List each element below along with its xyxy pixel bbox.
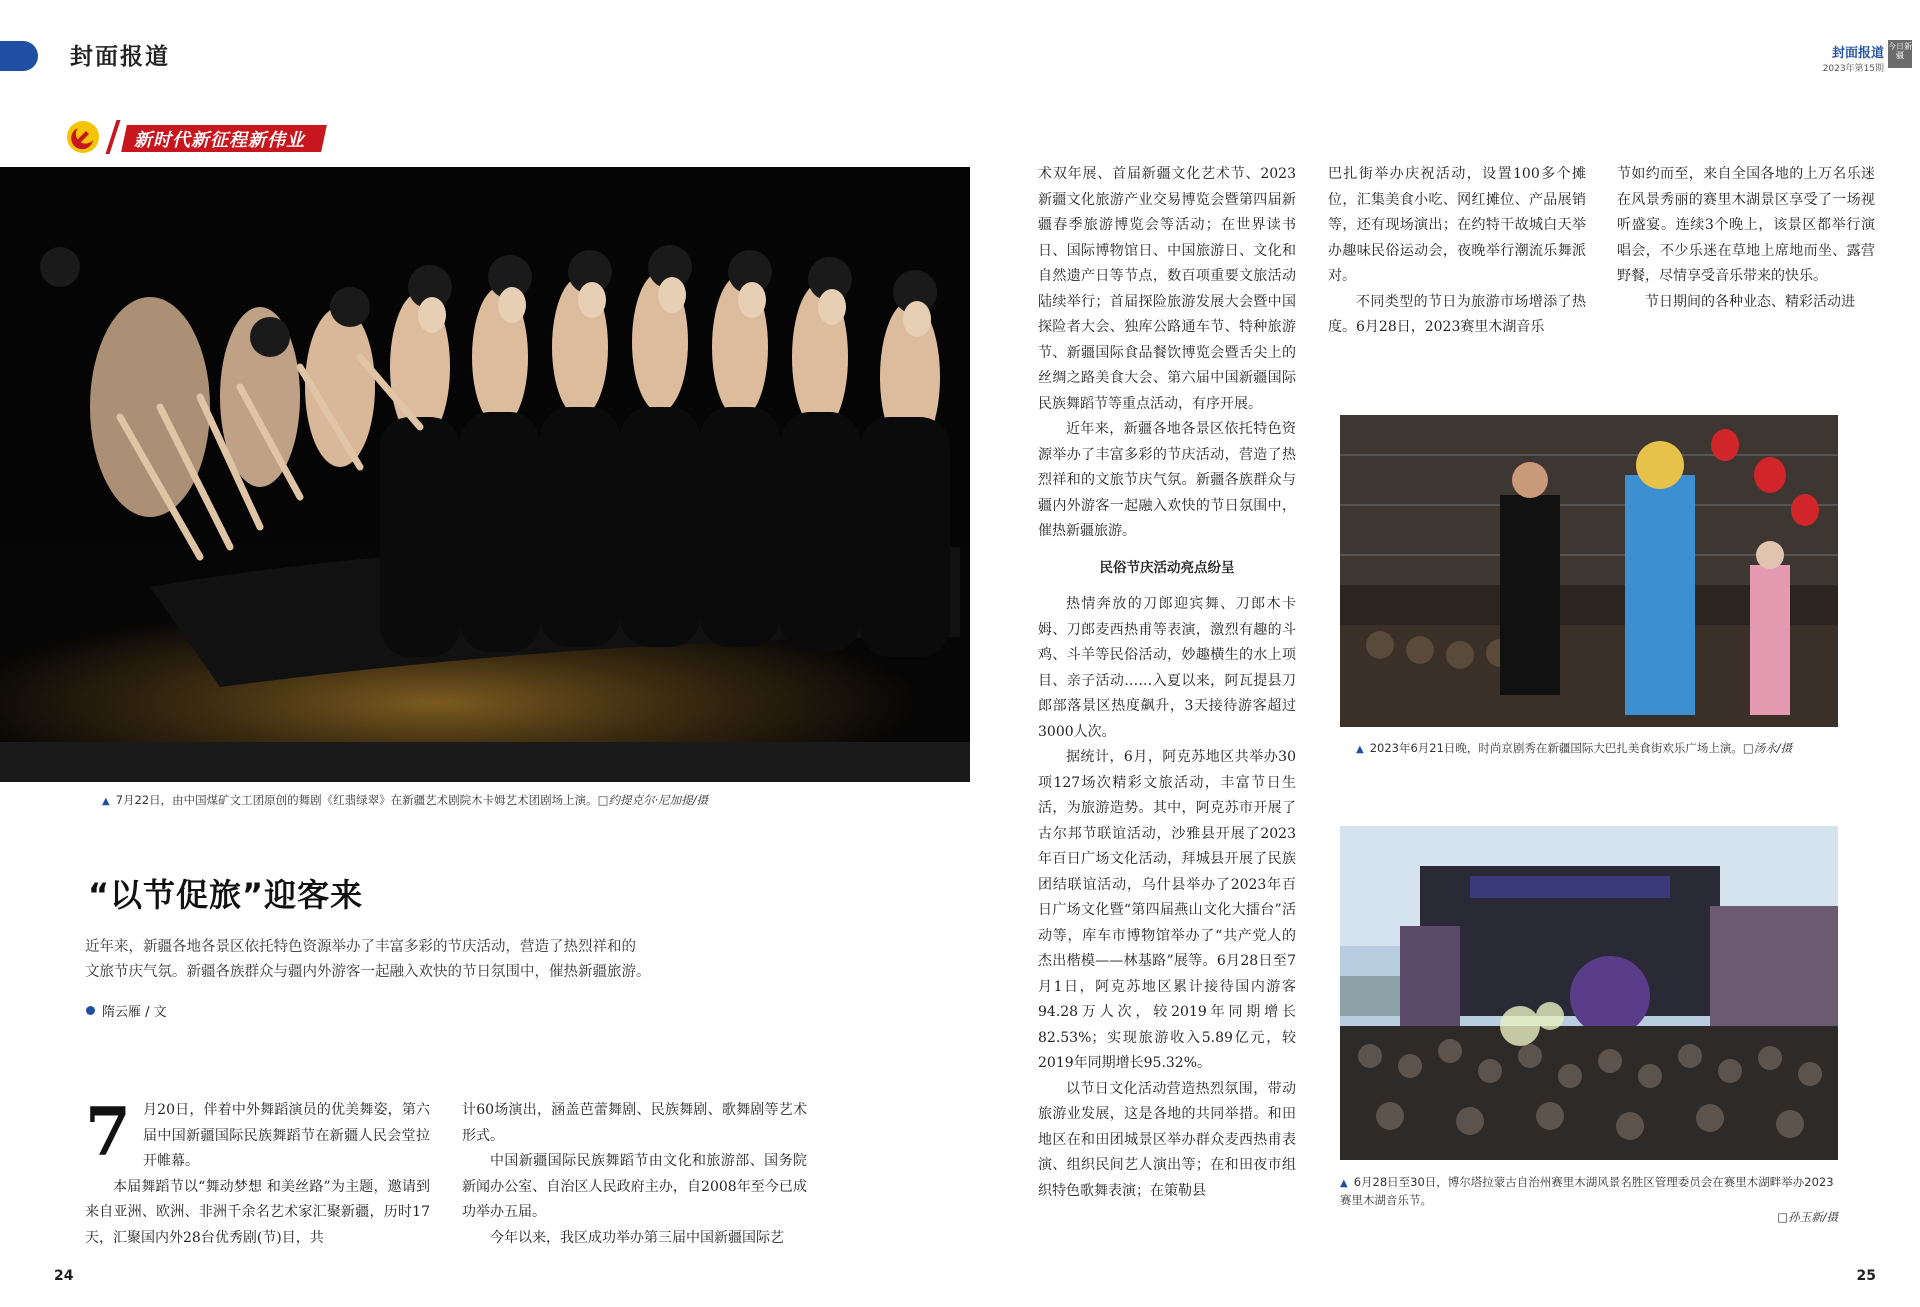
main-caption-text: 7月22日，由中国煤矿文工团原创的舞剧《红翡绿翠》在新疆艺术剧院木卡姆艺术团剧场上演。 bbox=[115, 793, 598, 807]
banner-divider bbox=[105, 120, 120, 154]
music-festival-photo bbox=[1340, 826, 1838, 1160]
lede-line-2: 文旅节庆气氛。新疆各族群众与疆内外游客一起融入欢快的节日氛围中，催热新疆旅游。 bbox=[85, 964, 651, 980]
paragraph: 节日期间的各种业态、精彩活动进 bbox=[1645, 293, 1855, 310]
festival-caption-credit: □孙玉新/摄 bbox=[1777, 1210, 1838, 1224]
section-title: 封面报道 bbox=[70, 43, 170, 70]
magazine-badge: 今日新疆 bbox=[1888, 40, 1912, 68]
paragraph: 巴扎街举办庆祝活动，设置100多个摊位，汇集美食小吃、网红摊位、产品展销等，还有现场演出；在约特干故城白天举办趣味民俗运动会，夜晚举行潮流乐舞派对。 bbox=[1328, 166, 1586, 284]
page-number-left: 24 bbox=[54, 1268, 74, 1284]
paragraph: 近年来，新疆各地各景区依托特色资源举办了丰富多彩的节庆活动，营造了热烈祥和的文旅节庆气氛。新疆各族群众与疆内外游客一起融入欢快的节日氛围中，催热新疆旅游。 bbox=[1038, 421, 1296, 539]
opera-show-photo bbox=[1340, 415, 1838, 727]
paragraph: 本届舞蹈节以“舞动梦想 和美丝路”为主题，邀请到来自亚洲、欧洲、非洲千余名艺术家汇聚新疆，历时17天，汇聚国内外28台优秀剧(节)目，共 bbox=[85, 1178, 430, 1246]
section-tab bbox=[0, 41, 38, 71]
paragraph: 术双年展、首届新疆文化艺术节、2023新疆文化旅游产业交易博览会暨第四届新疆春季旅游博览会等活动；在世界读书日、国际博物馆日、中国旅游日、文化和自然遗产日等节点，数百项重要文旅活动陆续举行；首届探险旅游发展大会暨中国探险者大会、独库公路通车节、特种旅游节、新疆国际食品餐饮博览会暨舌尖上的丝绸之路美食大会、第六届中国新疆国际民族舞蹈节等重点活动，有序开展。 bbox=[1038, 166, 1296, 412]
festival-photo-caption bbox=[1340, 1174, 1838, 1226]
festival-caption-text: 6月28日至30日，博尔塔拉蒙古自治州赛里木湖风景名胜区管理委员会在赛里木湖畔举办2023赛里木湖音乐节。 bbox=[1340, 1175, 1834, 1207]
author-bullet-icon bbox=[86, 1006, 95, 1015]
dance-performance-photo bbox=[0, 167, 970, 782]
article-lede bbox=[85, 935, 725, 985]
body-column-2 bbox=[462, 1098, 807, 1251]
lede-line-1: 近年来，新疆各地各景区依托特色资源举办了丰富多彩的节庆活动，营造了热烈祥和的 bbox=[85, 939, 636, 955]
running-header-title: 封面报道 bbox=[1831, 46, 1884, 61]
paragraph: 中国新疆国际民族舞蹈节由文化和旅游部、国务院新闻办公室、自治区人民政府主办，自2008年至今已成功举办五届。 bbox=[462, 1153, 807, 1220]
drop-cap: 7 bbox=[85, 1093, 131, 1171]
running-header bbox=[1823, 42, 1884, 74]
page-number-right: 25 bbox=[1856, 1268, 1876, 1284]
paragraph: 节如约而至，来自全国各地的上万名乐迷在风景秀丽的赛里木湖景区享受了一场视听盛宴。连续3个晚上，该景区都举行演唱会，不少乐迷在草地上席地而坐、露营野餐，尽情享受音乐带来的快乐。 bbox=[1617, 166, 1875, 284]
section-subhead: 民俗节庆活动亮点纷呈 bbox=[1099, 559, 1235, 576]
paragraph: 月20日，伴着中外舞蹈演员的优美舞姿，第六届中国新疆国际民族舞蹈节在新疆人民会堂拉开帷幕。 bbox=[143, 1102, 430, 1169]
body-column-3 bbox=[1038, 162, 1296, 1204]
caption-triangle-icon: ▲ bbox=[1356, 744, 1364, 755]
banner-text: 新时代新征程新伟业 bbox=[134, 130, 305, 151]
caption-triangle-icon: ▲ bbox=[1340, 1178, 1348, 1189]
opera-photo-caption bbox=[1356, 740, 1792, 756]
paragraph: 今年以来，我区成功举办第三届中国新疆国际艺 bbox=[490, 1229, 784, 1246]
party-emblem-icon bbox=[66, 120, 100, 154]
body-column-5 bbox=[1617, 162, 1875, 315]
paragraph: 计60场演出，涵盖芭蕾舞剧、民族舞剧、歌舞剧等艺术形式。 bbox=[462, 1102, 807, 1144]
article-author: 隋云雁 / 文 bbox=[102, 1005, 167, 1020]
paragraph: 据统计，6月，阿克苏地区共举办30项127场次精彩文旅活动，丰富节日生活，为旅游造势。其中，阿克苏市开展了古尔邦节联谊活动，沙雅县开展了2023年百日广场文化活动，拜城县开展了民族团结联谊活动，乌什县举办了2023年百日广场文化暨“第四届燕山文化大擂台”活动等，库车市博物馆举办了“共产党人的杰出楷模——林基路”展等。6月28日至7月1日，阿克苏地区累计接待国内游客94.28万人次，较2019年同期增长82.53%；实现旅游收入5.89亿元，较2019年同期增长95.32%。 bbox=[1038, 749, 1296, 1071]
paragraph: 以节日文化活动营造热烈氛围，带动旅游业发展，这是各地的共同举措。和田地区在和田团城景区举办群众麦西热甫表演、组织民间艺人演出等；在和田夜市组织特色歌舞表演；在策勒县 bbox=[1038, 1080, 1296, 1199]
main-caption-credit: □约提克尔·尼加提/摄 bbox=[597, 793, 709, 807]
running-header-issue: 2023年第15期 bbox=[1822, 64, 1884, 74]
opera-caption-text: 2023年6月21日晚，时尚京剧秀在新疆国际大巴扎美食街欢乐广场上演。 bbox=[1369, 741, 1743, 755]
main-photo-caption bbox=[102, 792, 708, 808]
caption-triangle-icon: ▲ bbox=[102, 796, 110, 807]
body-column-4 bbox=[1328, 162, 1586, 341]
opera-caption-credit: □汤永/摄 bbox=[1742, 741, 1793, 755]
article-title: “以节促旅”迎客来 bbox=[88, 876, 364, 914]
body-column-1 bbox=[85, 1093, 430, 1251]
paragraph: 不同类型的节日为旅游市场增添了热度。6月28日，2023赛里木湖音乐 bbox=[1328, 293, 1586, 335]
paragraph: 热情奔放的刀郎迎宾舞、刀郎木卡姆、刀郎麦西热甫等表演，激烈有趣的斗鸡、斗羊等民俗活动，妙趣横生的水上项目、亲子活动……入夏以来，阿瓦提县刀郎部落景区热度飙升，3天接待游客超过3000人次。 bbox=[1038, 596, 1296, 740]
